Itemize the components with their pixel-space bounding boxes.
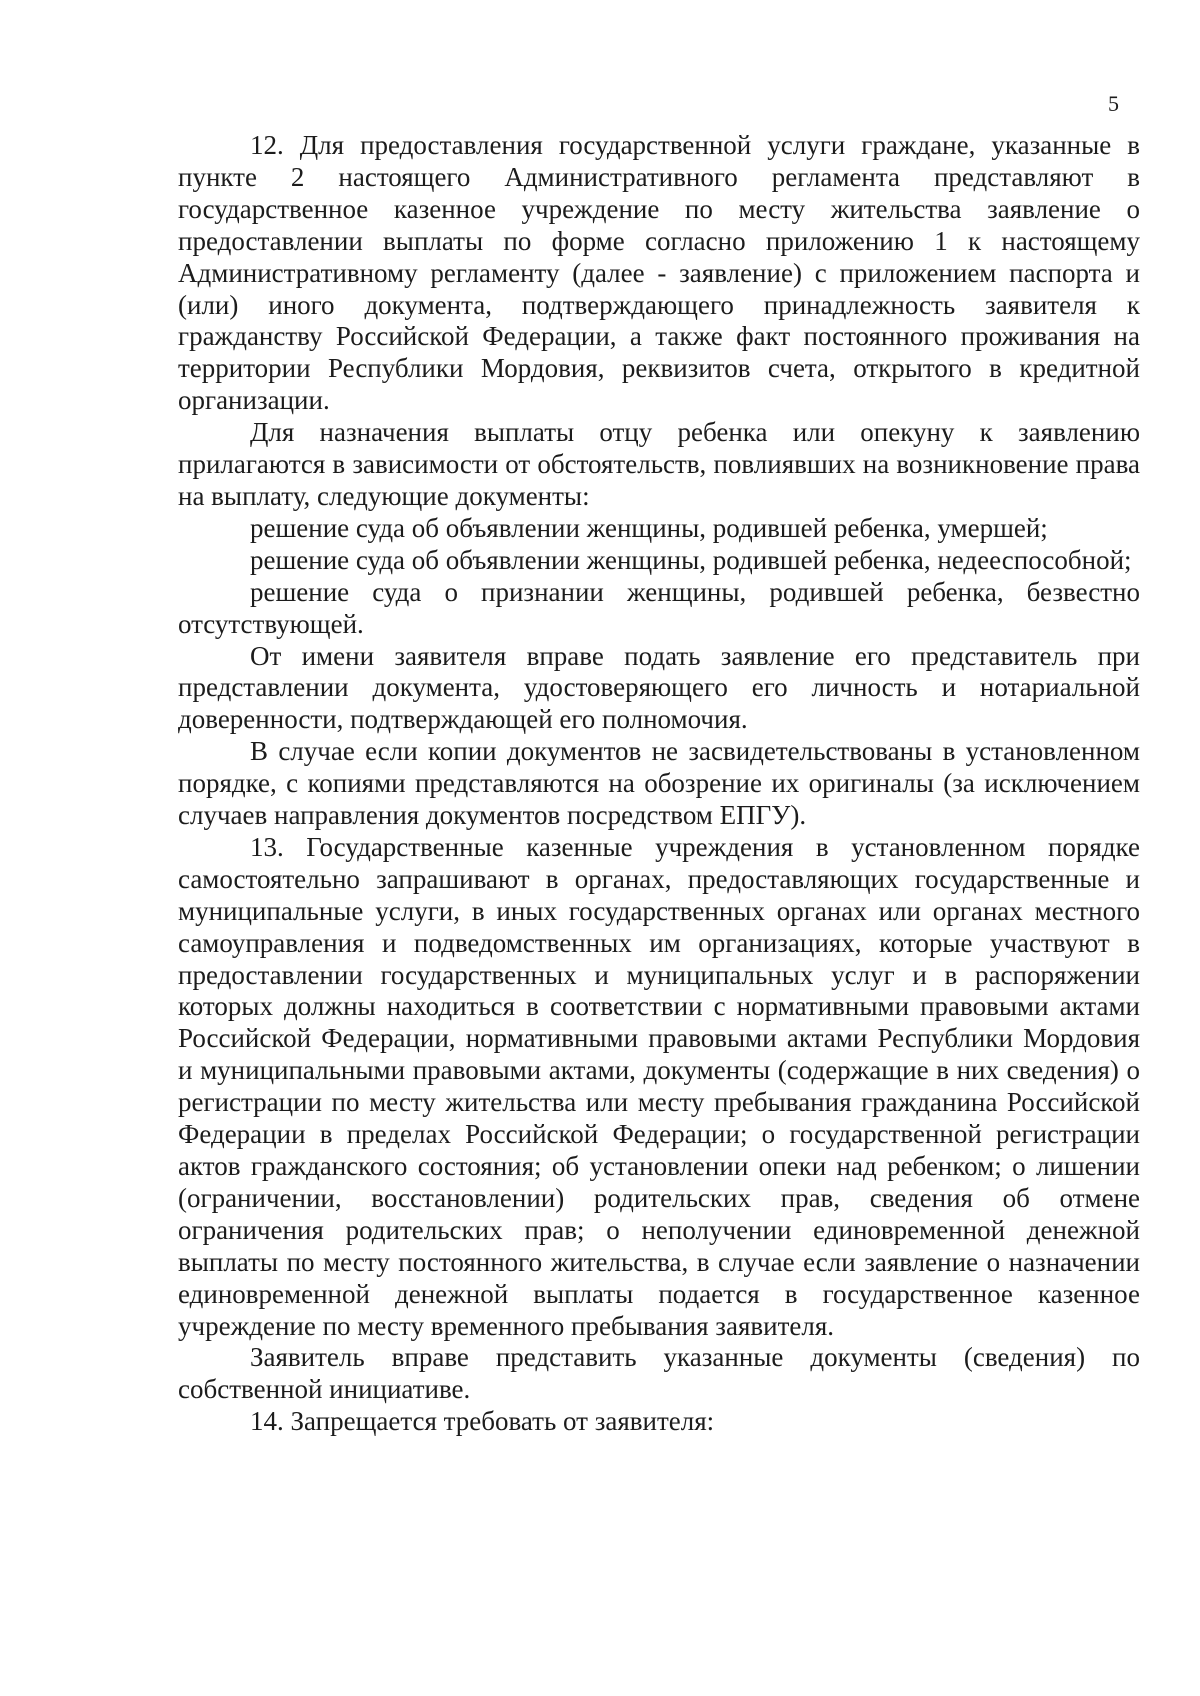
page-number: 5: [1108, 91, 1119, 116]
paragraph-own-initiative: Заявитель вправе представить указанные документы (сведения) по собственной инициативе.: [178, 1342, 1140, 1405]
list-item-incapacitated: решение суда об объявлении женщины, родившей ребенка, недееспособной;: [250, 544, 1132, 575]
paragraph-copies: В случае если копии документов не засвидетельствованы в установленном порядке, с копиями представляются на обозрение их оригиналы (за исключением случаев направления документов посредством ЕПГУ).: [178, 736, 1140, 831]
paragraph-13: 13. Государственные казенные учреждения в установленном порядке самостоятельно запрашивают в органах, предоставляющих государственные и муниципальные услуги, в иных государственных органах или органах местного самоуправления и подведомственных им организациях, которые участвуют в предоставлении государственных и муниципальных услуг и в распоряжении которых должны находиться в соответствии с нормативными правовыми актами Российской Федерации, нормативными правовыми актами Республики Мордовия и муниципальными правовыми актами, документы (содержащие в них сведения) о регистрации по месту жительства или месту пребывания гражданина Российской Федерации в пределах Российской Федерации; о государственной регистрации актов гражданского состояния; об установлении опеки над ребенком; о лишении (ограничении, восстановлении) родительских прав, сведения об отмене ограничения родительских прав; о неполучении единовременной денежной выплаты по месту постоянного жительства, в случае если заявление о назначении единовременной денежной выплаты подается в государственное казенное учреждение по месту временного пребывания заявителя.: [178, 831, 1140, 1341]
paragraph-documents-intro: Для назначения выплаты отцу ребенка или опекуну к заявлению прилагаются в зависимости от обстоятельств, повлиявших на возникновение права на выплату, следующие документы:: [178, 417, 1140, 511]
list-item-missing: решение суда о признании женщины, родившей ребенка, безвестно отсутствующей.: [178, 576, 1140, 639]
paragraph-12: 12. Для предоставления государственной услуги граждане, указанные в пункте 2 настоящего Административного регламента представляют в государственное казенное учреждение по месту жительства заявление о предоставлении выплаты по форме согласно приложению 1 к настоящему Административному регламенту (далее - заявление) с приложением паспорта и (или) иного документа, подтверждающего принадлежность заявителя к гражданству Российской Федерации, а также факт постоянного проживания на территории Республики Мордовия, реквизитов счета, открытого в кредитной организации.: [178, 130, 1140, 416]
list-item-deceased: решение суда об объявлении женщины, родившей ребенка, умершей;: [250, 512, 1048, 543]
document-body: [178, 130, 1140, 1438]
paragraph-14: 14. Запрещается требовать от заявителя:: [250, 1406, 715, 1437]
paragraph-representative: От имени заявителя вправе подать заявление его представитель при представлении документа, удостоверяющего его личность и нотариальной доверенности, подтверждающей его полномочия.: [178, 640, 1140, 735]
